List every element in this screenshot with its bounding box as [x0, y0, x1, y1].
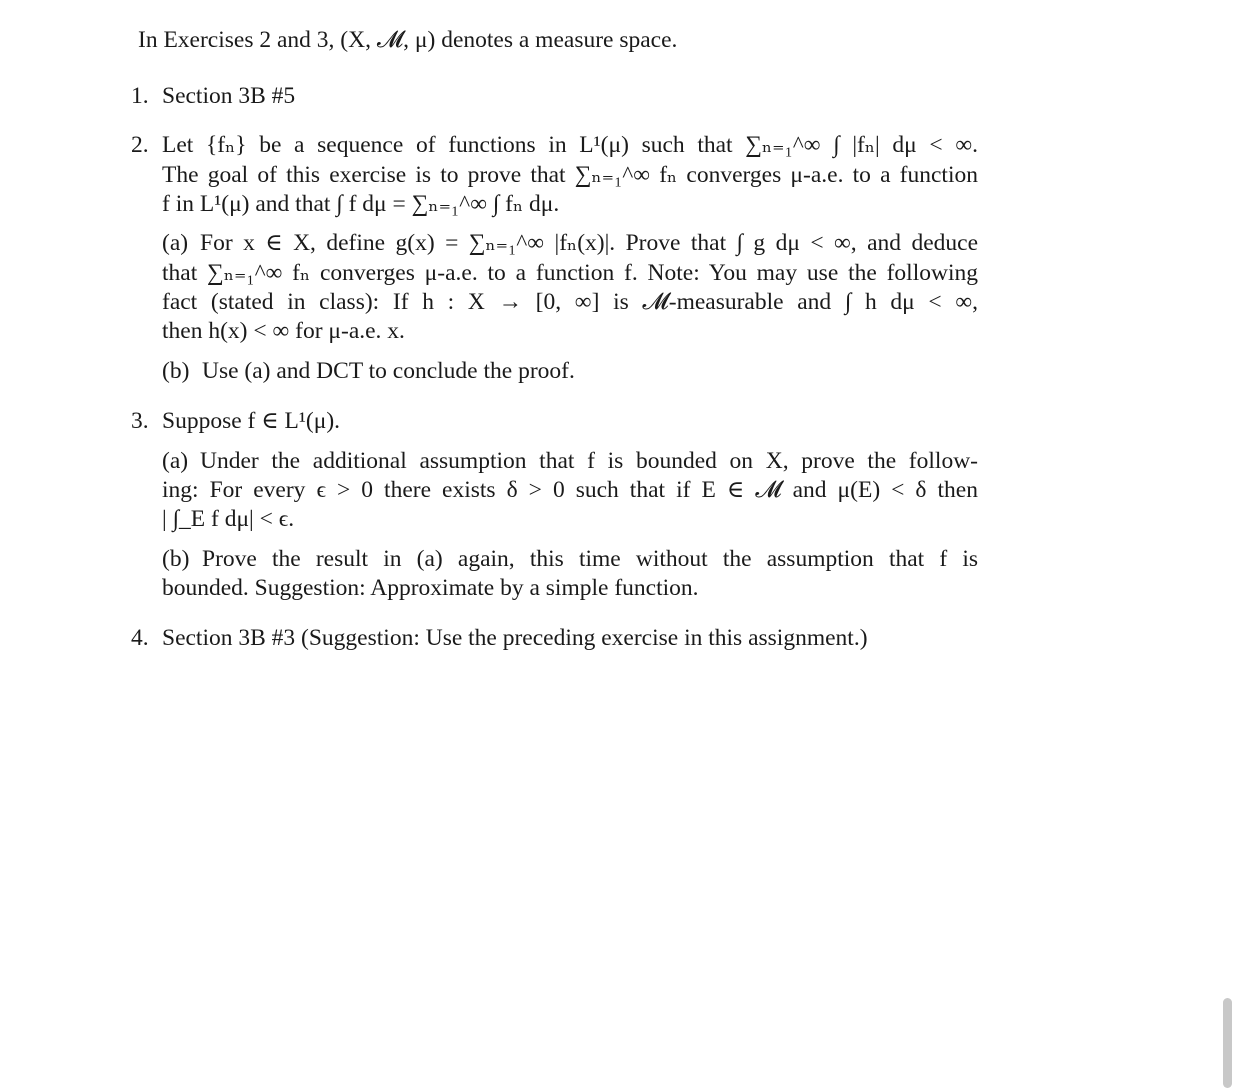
item-1-number: 1.: [131, 83, 149, 109]
item-2-line-1: Let {fₙ} be a sequence of functions in L¹(μ) such that ∑ₙ₌₁^∞ ∫ |fₙ| dμ < ∞.: [162, 132, 978, 158]
item-2-line-3: f in L¹(μ) and that ∫ f dμ = ∑ₙ₌₁^∞ ∫ fₙ dμ.: [162, 191, 560, 217]
item-2a-label: (a): [162, 230, 189, 256]
item-3b-line-2: bounded. Suggestion: Approximate by a simple function.: [162, 575, 699, 601]
item-2a-line-2: that ∑ₙ₌₁^∞ fₙ converges μ-a.e. to a function f. Note: You may use the following: [162, 260, 978, 286]
item-1-text: Section 3B #5: [162, 83, 296, 109]
item-3a-line-3: | ∫_E f dμ| < ϵ.: [162, 506, 295, 532]
item-3-line-1: Suppose f ∈ L¹(μ).: [162, 408, 341, 434]
vertical-scrollbar[interactable]: [1223, 998, 1232, 1088]
intro-text: In Exercises 2 and 3, (X, 𝓜, μ) denotes a measure space.: [138, 27, 678, 53]
item-3a-label: (a): [162, 448, 189, 474]
item-4-text: Section 3B #3 (Suggestion: Use the preceding exercise in this assignment.): [162, 625, 868, 651]
item-2a-line-3: fact (stated in class): If h : X → [0, ∞] is 𝓜-measurable and ∫ h dμ < ∞,: [162, 289, 978, 315]
item-2b-line-1: Use (a) and DCT to conclude the proof.: [202, 358, 575, 384]
item-3a-line-2: ing: For every ϵ > 0 there exists δ > 0 such that if E ∈ 𝓜 and μ(E) < δ then: [162, 477, 978, 503]
item-2-number: 2.: [131, 132, 149, 158]
item-2b-label: (b): [162, 358, 190, 384]
item-3a-line-1: Under the additional assumption that f is bounded on X, prove the follow-: [200, 448, 978, 474]
item-2a-line-1: For x ∈ X, define g(x) = ∑ₙ₌₁^∞ |fₙ(x)|. Prove that ∫ g dμ < ∞, and deduce: [200, 230, 978, 256]
item-3-number: 3.: [131, 408, 149, 434]
item-2a-line-4: then h(x) < ∞ for μ-a.e. x.: [162, 318, 405, 344]
item-2-line-2: The goal of this exercise is to prove that ∑ₙ₌₁^∞ fₙ converges μ-a.e. to a function: [162, 162, 978, 188]
item-3b-label: (b): [162, 546, 190, 572]
item-4-number: 4.: [131, 625, 149, 651]
item-3b-line-1: Prove the result in (a) again, this time without the assumption that f is: [202, 546, 978, 572]
